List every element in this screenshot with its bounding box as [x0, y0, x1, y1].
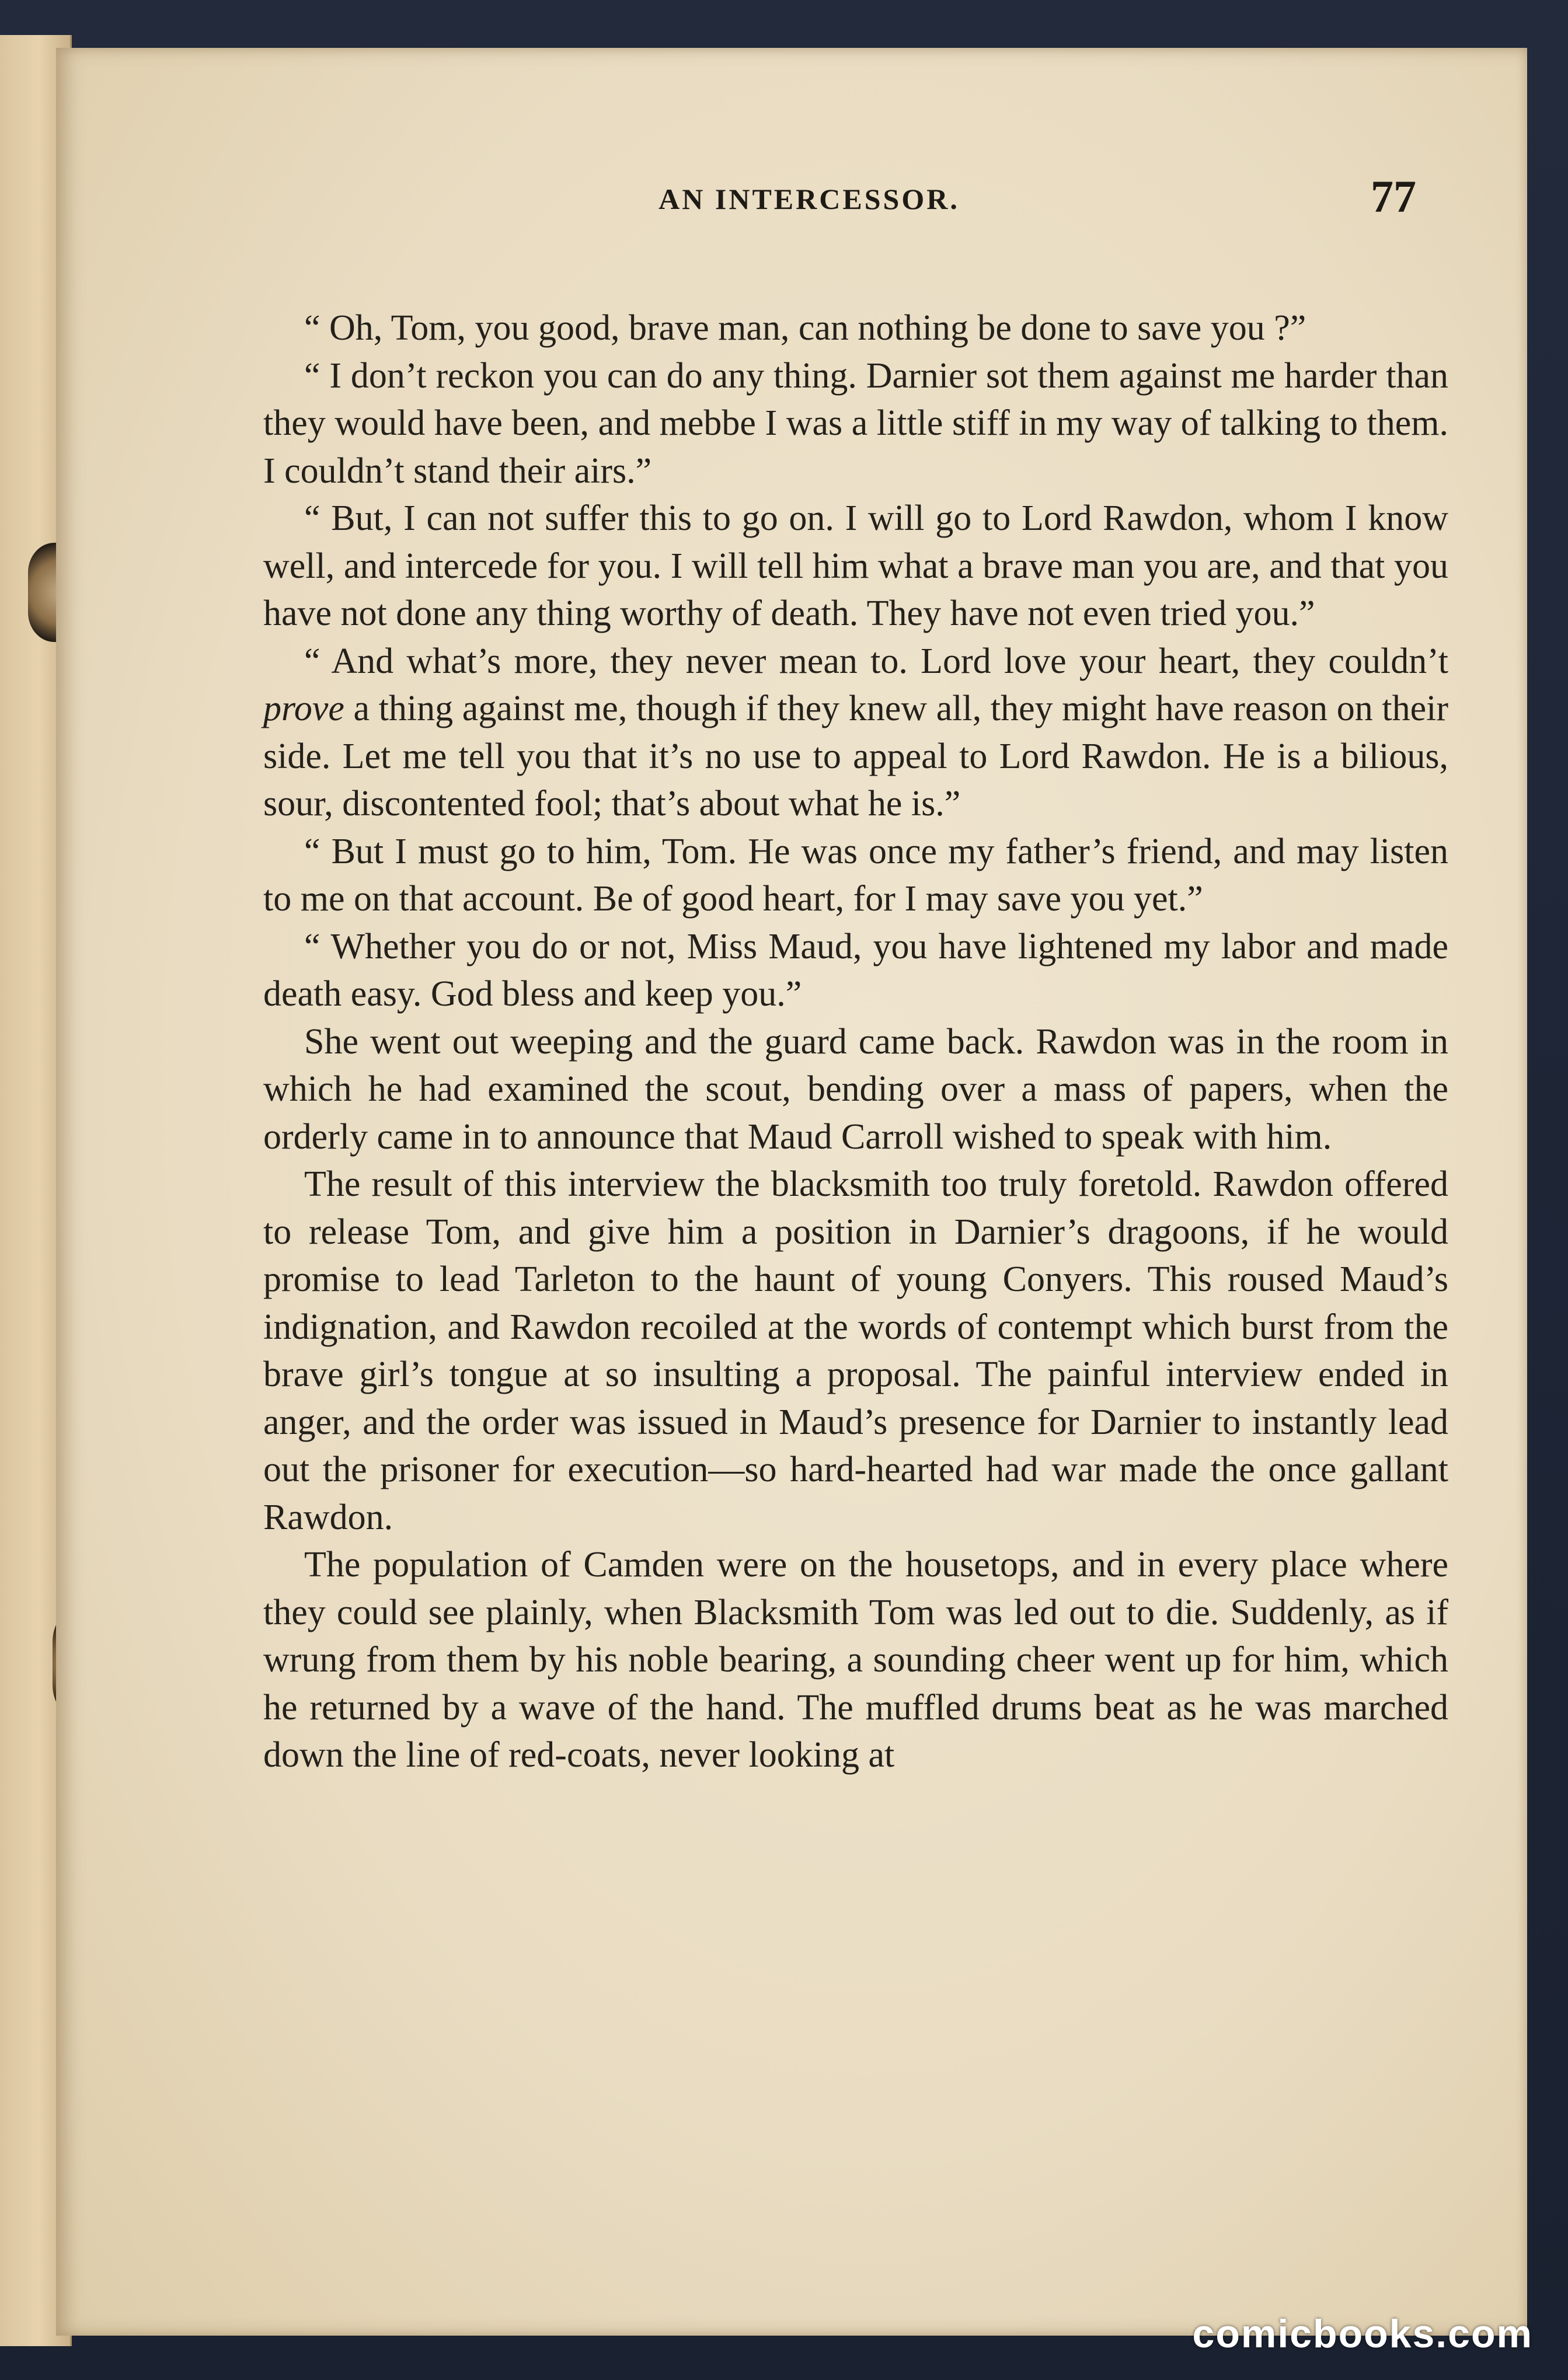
running-head: AN INTERCESSOR.	[658, 183, 960, 215]
paragraph: “ Oh, Tom, you good, brave man, can nothing be done to save you ?”	[304, 308, 1306, 348]
paragraph-text: “ And what’s more, they never mean to. Lord love your heart, they couldn’t	[304, 641, 1448, 681]
page-header	[56, 170, 1527, 229]
paragraph: The population of Camden were on the housetops, and in every place where they could see plainly, when Blacksmith Tom was led out to die. Suddenly, as if wrung from them by his noble bearing, a sounding cheer went up for him, which he returned by a wave of the hand. The muffled drums beat as he was marched down the line of red-coats, never looking at	[263, 1545, 1448, 1775]
paragraph	[263, 638, 1448, 828]
paragraph: The result of this interview the blacksmith too truly foretold. Rawdon offered to release Tom, and give him a position in Darnier’s dragoons, if he would promise to lead Tarleton to the haunt of young Conyers. This roused Maud’s indignation, and Rawdon recoiled at the words of contempt which burst from the brave girl’s tongue at so insulting a proposal. The painful interview ended in anger, and the order was issued in Maud’s presence for Darnier to instantly lead out the prisoner for execution—so hard-hearted had war made the once gallant Rawdon.	[263, 1164, 1448, 1537]
italic-word: prove	[263, 689, 344, 728]
book-page	[56, 48, 1527, 2336]
paragraph: “ But, I can not suffer this to go on. I will go to Lord Rawdon, whom I know well, and intercede for you. I will tell him what a brave man you are, and that you have not done any thing worthy of death. They have not even tried you.”	[263, 498, 1448, 633]
paragraph: “ But I must go to him, Tom. He was once my father’s friend, and may listen to me on that account. Be of good heart, for I may save you yet.”	[263, 831, 1448, 919]
paragraph-text: a thing against me, though if they knew all, they might have reason on their side. Let me tell you that it’s no use to appeal to Lord Rawdon. He is a bilious, sour, discontented fool; that’s about what he is.”	[263, 689, 1448, 823]
paragraph: She went out weeping and the guard came back. Rawdon was in the room in which he had examined the scout, bending over a mass of papers, when the orderly came in to announce that Maud Carroll wished to speak with him.	[263, 1021, 1448, 1157]
site-watermark: comicbooks.com	[1192, 2312, 1533, 2356]
paragraph: “ I don’t reckon you can do any thing. Darnier sot them against me harder than they would have been, and mebbe I was a little stiff in my way of talking to them. I couldn’t stand their airs.”	[263, 355, 1448, 491]
page-number: 77	[1371, 171, 1416, 222]
paragraph: “ Whether you do or not, Miss Maud, you have lightened my labor and made death easy. God bless and keep you.”	[263, 926, 1448, 1014]
body-text	[263, 305, 1448, 1779]
